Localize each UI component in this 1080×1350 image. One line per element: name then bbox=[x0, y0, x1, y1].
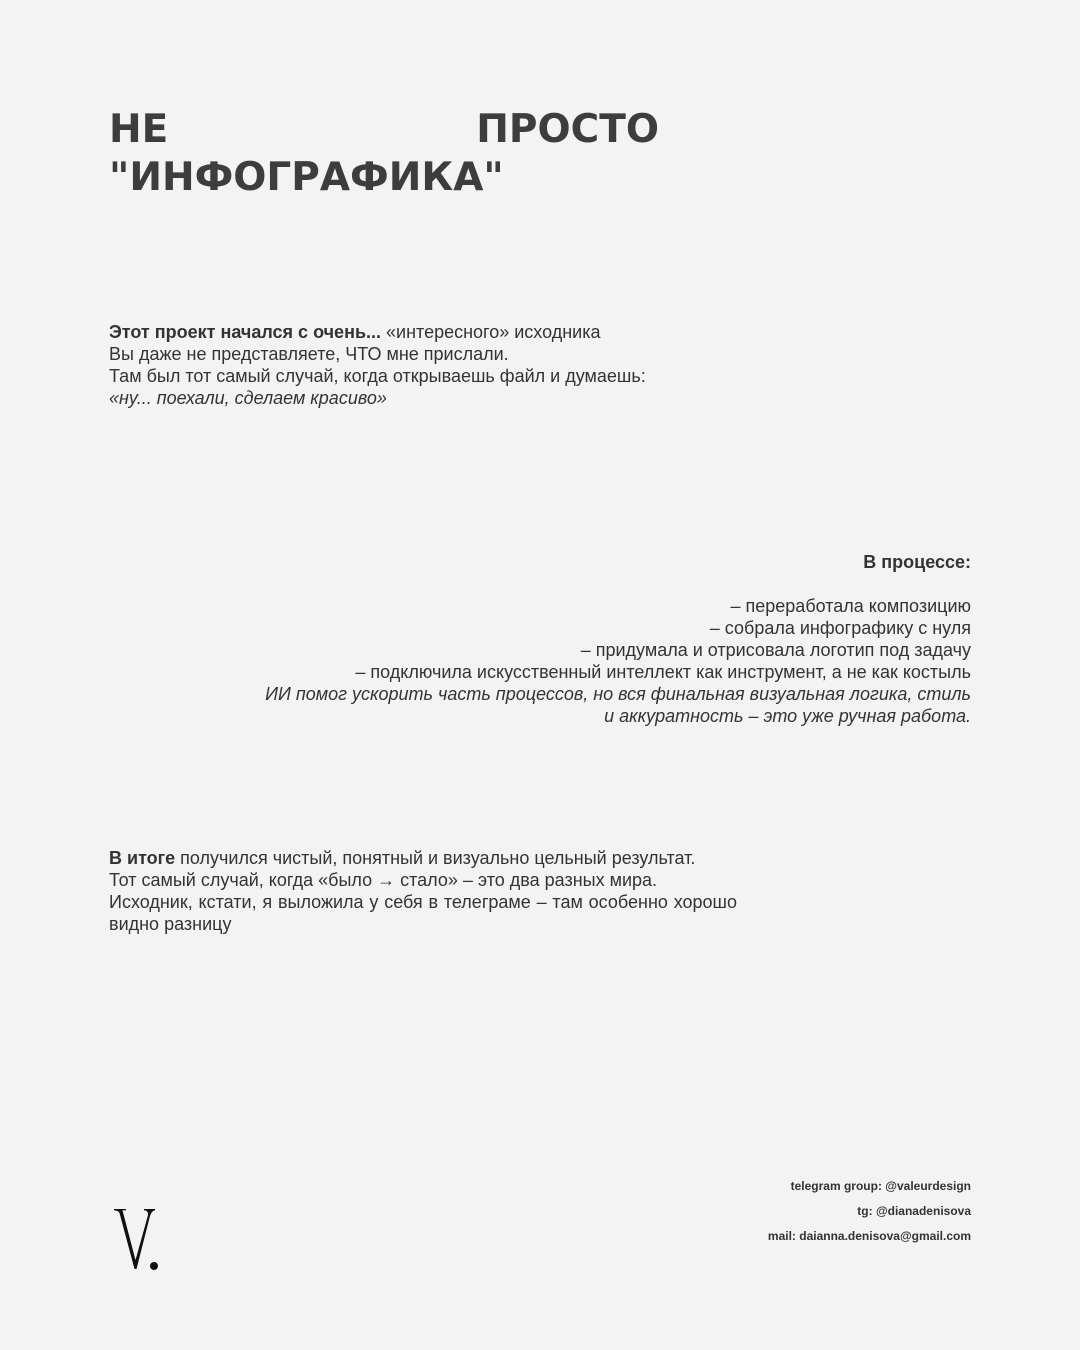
process-label: В процессе: bbox=[863, 552, 971, 572]
process-section bbox=[191, 551, 971, 727]
process-item: – придумала и отрисовала логотип под задачу bbox=[580, 640, 971, 660]
contacts bbox=[768, 1174, 971, 1249]
process-note-line-1: ИИ помог ускорить часть процессов, но вся финальная визуальная логика, стиль bbox=[265, 684, 971, 704]
intro-bold: Этот проект начался с очень... bbox=[109, 322, 382, 342]
headline-word-3: "ИНФОГРАФИКА" bbox=[109, 155, 504, 200]
process-item: – переработала композицию bbox=[730, 596, 971, 616]
process-item: – подключила искусственный интеллект как инструмент, а не как костыль bbox=[355, 662, 971, 682]
contact-telegram-group[interactable]: telegram group: @valeurdesign bbox=[790, 1179, 971, 1193]
result-line-3: Исходник, кстати, я выложила у себя в телеграме – там особенно хорошо видно разницу bbox=[109, 892, 737, 934]
intro-rest: «интересного» исходника bbox=[381, 322, 601, 342]
result-line-2: Тот самый случай, когда «было → стало» – это два разных мира. bbox=[109, 870, 658, 890]
intro-line-4: «ну... поехали, сделаем красиво» bbox=[109, 388, 387, 408]
intro-line-2: Вы даже не представляете, ЧТО мне прислали. bbox=[109, 344, 509, 364]
v-monogram-icon bbox=[112, 1205, 162, 1275]
result-bold: В итоге bbox=[109, 848, 176, 868]
contact-tg[interactable]: tg: @dianadenisova bbox=[857, 1204, 971, 1218]
intro-line-3: Там был тот самый случай, когда открываешь файл и думаешь: bbox=[109, 366, 646, 386]
result-rest: получился чистый, понятный и визуально цельный результат. bbox=[175, 848, 696, 868]
process-note-line-2: и аккуратность – это уже ручная работа. bbox=[604, 706, 971, 726]
intro-paragraph bbox=[109, 321, 749, 409]
process-item: – собрала инфографику с нуля bbox=[709, 618, 971, 638]
headline bbox=[109, 106, 659, 202]
headline-word-1: НЕ bbox=[109, 107, 169, 152]
contact-mail[interactable]: mail: daianna.denisova@gmail.com bbox=[767, 1229, 971, 1243]
headline-word-2: ПРОСТО bbox=[476, 107, 659, 152]
result-paragraph bbox=[109, 847, 737, 935]
intro-line-1 bbox=[109, 321, 749, 343]
result-line-1 bbox=[109, 847, 737, 869]
headline-row-1 bbox=[109, 106, 659, 154]
